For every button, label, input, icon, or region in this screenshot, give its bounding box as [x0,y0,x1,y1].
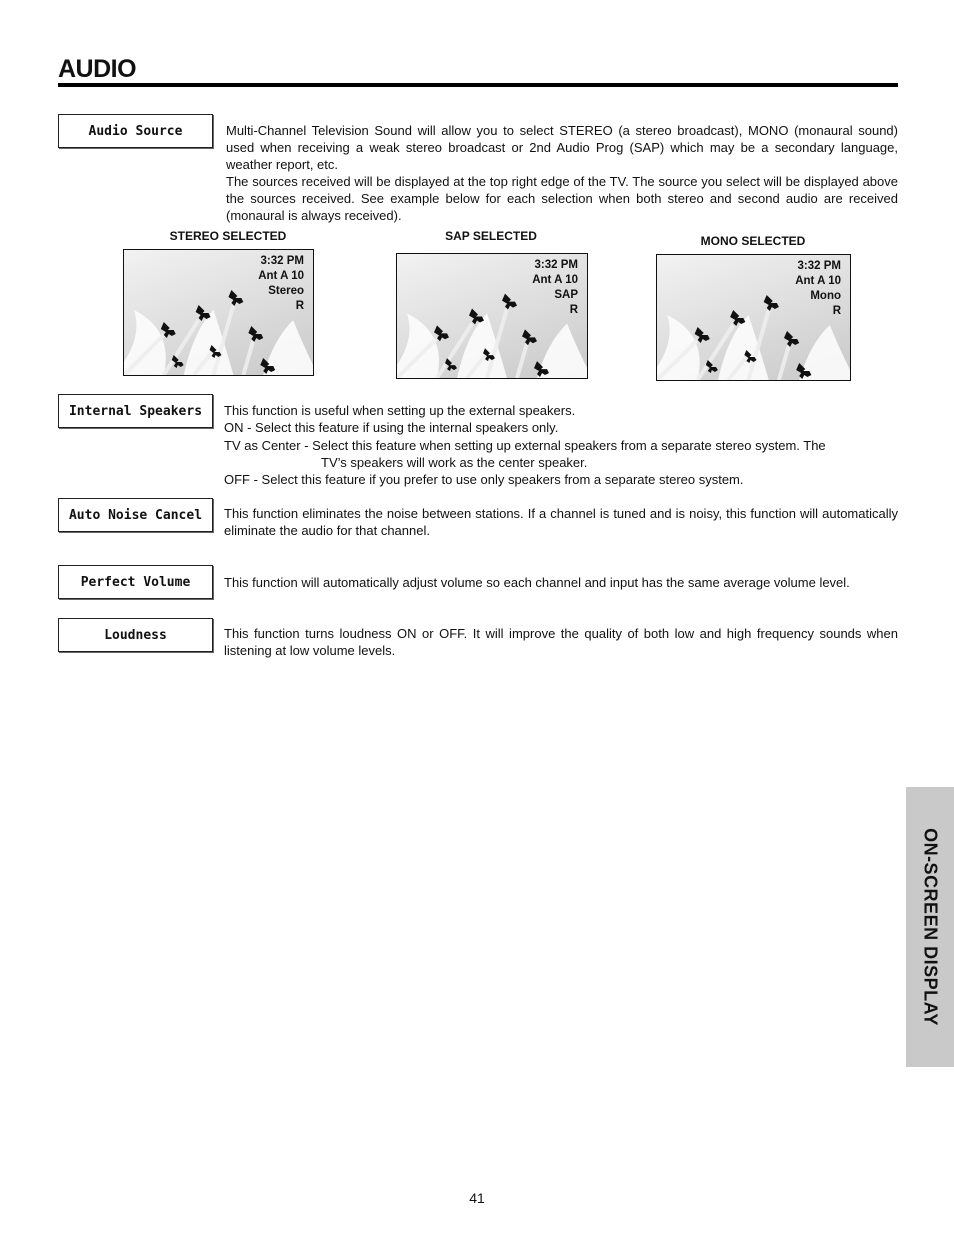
audio-source-menu-item: Audio Source [58,114,213,148]
osd-time: 3:32 PM [797,260,841,272]
osd-indicator: R [569,304,578,316]
loudness-menu-item: Loudness [58,618,213,652]
internal-speakers-menu-item: Internal Speakers [58,394,213,428]
osd-audio-mode: Stereo [268,285,304,297]
internal-speakers-description [224,402,898,488]
internal-speakers-on: ON - Select this feature if using the internal speakers only. [224,420,559,435]
osd-readout-mono [795,259,841,319]
osd-readout-stereo [258,254,304,314]
auto-noise-cancel-menu-item: Auto Noise Cancel [58,498,213,532]
osd-channel: Ant A 10 [258,270,304,282]
page-number: 41 [469,1190,485,1206]
page-title: AUDIO [58,55,137,83]
osd-indicator: R [832,305,841,317]
audio-source-description [226,122,898,224]
internal-speakers-off: OFF - Select this feature if you prefer to use only speakers from a separate stereo system. [224,472,744,487]
screen-caption-mono: MONO SELECTED [700,234,806,248]
osd-readout-sap [532,258,578,318]
osd-channel: Ant A 10 [795,275,841,287]
osd-time: 3:32 PM [534,259,578,271]
internal-speakers-tv-as-center-cont: TV’s speakers will work as the center speaker. [321,455,588,470]
tv-screen-mono [656,254,851,381]
perfect-volume-text: This function will automatically adjust volume so each channel and input has the same average volume level. [224,575,850,590]
perfect-volume-description [224,574,898,591]
tv-screen-sap [396,253,588,379]
screen-caption-stereo: STEREO SELECTED [169,229,287,243]
audio-source-paragraph-1: Multi-Channel Television Sound will allow you to select STEREO (a stereo broadcast), MONO (monaural sound) used when receiving a weak stereo broadcast or 2nd Audio Prog (SAP) which may be a secondary language, weather report, etc. [226,123,898,172]
auto-noise-cancel-description [224,505,898,539]
osd-indicator: R [295,300,304,312]
osd-channel: Ant A 10 [532,274,578,286]
title-rule [58,83,898,87]
auto-noise-cancel-text: This function eliminates the noise between stations. If a channel is tuned and is noisy, this function will automatically eliminate the audio for that channel. [224,506,898,538]
perfect-volume-menu-item: Perfect Volume [58,565,213,599]
loudness-description [224,625,898,659]
osd-time: 3:32 PM [260,255,304,267]
side-tab-label: ON-SCREEN DISPLAY [920,828,941,1026]
screen-caption-sap: SAP SELECTED [445,229,537,243]
osd-audio-mode: SAP [554,289,578,301]
internal-speakers-intro: This function is useful when setting up the external speakers. [224,403,576,418]
loudness-text: This function turns loudness ON or OFF. It will improve the quality of both low and high frequency sounds when listening at low volume levels. [224,626,898,658]
audio-source-paragraph-2: The sources received will be displayed at the top right edge of the TV. The source you select will be displayed above the sources received. See example below for each selection when both stereo and second audio are received (monaural is always received). [226,174,898,223]
tv-screen-stereo [123,249,314,376]
section-side-tab [906,787,954,1067]
internal-speakers-tv-as-center: TV as Center - Select this feature when setting up external speakers from a separate stereo system. The [224,438,826,453]
osd-audio-mode: Mono [810,290,841,302]
